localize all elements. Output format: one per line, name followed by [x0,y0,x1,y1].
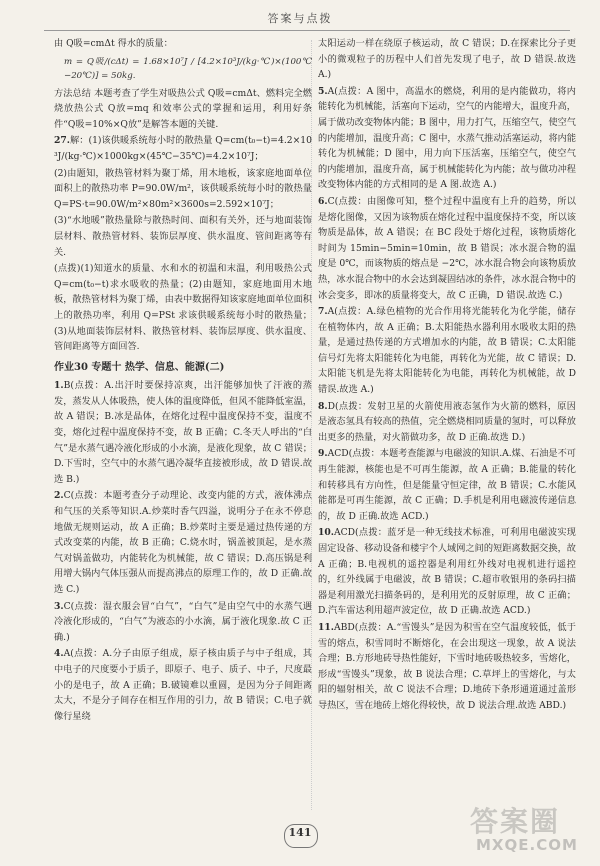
answer-27 [54,133,312,164]
answer-text: A(点拨：A.绿色植物的光合作用将光能转化为化学能，储存在植物体内，故 A 正确；B.太阳能热水器利用水吸收太阳的热量，是通过热传递的方式增加水的内能，故 B 错误；C.太阳能信号灯先将太阳能转化为电能，再转化为光能，故 C 错误；D.太阳能飞机是先将太阳能转化为电能，再转化为机械能，故 D 错误.故选 A.) [318,306,576,396]
answer-text: ABD(点拨：A.“雪馒头”是因为积雪在空气温度较低，低于雪的熔点，积雪同时不断熔化，在会出现这一现象，故 A 说法合理；B.方形地砖导热性能好，下雪时地砖吸热较多，雪熔化，形成“雪馒头”现象，故 B 说法合理；C.草坪上的雪熔化，与太阳的辐射相关，故 C 说法不合理；D.地砖下条形通道通过盖形导热区，雪在地砖上熔化得较快，故 D 说法合理.故选 ABD.) [318,621,576,711]
left-column [54,36,312,816]
question-number: 4. [54,648,64,660]
answer-text: A(点拨：A 图中，高温水的燃烧，利用的是内能做功，将内能转化为机械能，活塞向下运动，空气的内能增大，温度升高，属于做功改变物体内能；B 图中，用力打气，压缩空气，使空气的内能增加，温度升高；C 图中，水蒸气推动活塞运动，将内能转化为机械能；D 图中，用力向下压活塞，压缩空气，使空气的内能增加，温度升高，属于机械能转化为内能；故与做功冲程改变物体内能的方式相同的是 A 图.故选 A.) [318,85,576,191]
answer-text: C(点拨：由图像可知，整个过程中温度有上升的趋势，所以是熔化图像，又因为该物质在熔化过程中温度保持不变，所以该物质是晶体，故 A 错误；在 BC 段处于熔化过程，该物质熔化时间为 15min−5min=10min，故 B 错误；冰水混合物的温度是 0℃，而该物质的熔点是 −2℃，冰水混合物会向该物质放热，冰水混合物中的水会达到凝固结冰的条件，冰水混合物中的冰会变多，即冰的质量将变大，故 C 正确，D 错误.故选 C.) [318,195,576,301]
answer-10 [318,525,576,619]
watermark-url: MXQE.COM [476,836,578,854]
answer-6 [318,194,576,303]
question-number: 7. [318,306,328,318]
watermark-logo [470,800,590,860]
answer-9 [318,446,576,524]
page-header [0,0,600,34]
answer-8 [318,399,576,446]
paragraph: 太阳运动一样在绕原子核运动，故 C 错误；D.在探索比分子更小的微观粒子的历程中人们首先发现了电子，故 D 错误.故选 A.) [318,38,576,81]
question-number: 27. [54,135,70,147]
right-column [318,36,576,816]
question-number: 10. [318,527,334,539]
answer-text: C(点拨：本题考查分子动理论、改变内能的方式，液体沸点和气压的关系等知识.A.炒菜时香气四溢，说明分子在永不停息地做无规则运动，故 A 正确；B.炒菜时主要是通过热传递的方式改变菜的内能，故 B 正确；C.烧水时，锅盖被顶起，是水蒸气对锅盖做功，内能转化为机械能，故 C 错误；D.高压锅是利用增大锅内气体压强从而提高沸点的原理工作的，故 D 正确.故选 C.) [54,490,312,595]
answer-11 [318,620,576,714]
section-heading: 作业30 专题十 热学、信息、能源(二) [54,361,225,373]
answer-text: D(点拨：发射卫星的火箭使用液态氢作为火箭的燃料，原因是液态氢具有较高的热值，完全燃烧相同质量的氢时，可以释放出更多的热量，对火箭做功多，故 D 正确.故选 D.) [318,400,576,443]
answer-4 [54,646,312,724]
paragraph: (点拨)(1)知道水的质量、水和水的初温和末温，利用吸热公式 Q=cm(t₀−t)求水吸收的热量；(2)由题知，家庭地面用木地板，散热管材料为聚丁烯，由表中数据得知该家庭地面单位面积上的散热功率，利用 Q=PSt 求该供暖系统每小时的散热量；(3)从地面装饰层材料、散热管材料、装饰层厚度、供水温度、管间距离等方面回答. [54,263,312,353]
paragraph: (2)由题知，散热管材料为聚丁烯，用木地板，该家庭地面单位面积上的散热功率 P=90.0W/m²，该供暖系统每小时的散热量 Q=PS·t=90.0W/m²×80m²×3600s=2.592×10⁷J； [54,167,312,210]
answer-2 [54,488,312,597]
header-rule [44,30,570,31]
answer-1 [54,378,312,487]
question-number: 1. [54,380,64,392]
formula: m = Q吸/(cΔt) = 1.68×10⁷J / [4.2×10³J/(kg·℃)×(100℃−20℃)] = 50kg. [64,56,312,81]
answer-5 [318,84,576,193]
paragraph: (3)“水地暖”散热量除与散热时间、面积有关外，还与地面装饰层材料、散热管材料、装饰层厚度、供水温度、管间距离等有关. [54,215,312,258]
answer-text: ACD(点拨：本题考查能源与电磁波的知识.A.煤、石油是不可再生能源，核能也是不可再生能源，故 A 正确；B.能量的转化和转移具有方向性，但是能量守恒定律，故 B 错误；C.水能风能都是可再生能源，故 C 正确；D.手机是利用电磁波传递信息的，故 D 正确.故选 ACD.) [318,448,576,522]
answer-text: 解：(1)该供暖系统每小时的散热量 Q=cm(t₀−t)=4.2×10³J/(kg·℃)×1000kg×(45℃−35℃)=4.2×10⁷J； [54,135,312,162]
question-number: 2. [54,490,64,502]
paragraph: 由 Q吸=cmΔt 得水的质量： [54,38,173,49]
answer-3 [54,599,312,646]
question-number: 5. [318,85,328,97]
header-title: 答案与点拨 [267,12,333,25]
paragraph: 方法总结 本题考查了学生对吸热公式 Q吸=cmΔt、燃料完全燃烧放热公式 Q放=mq 和效率公式的掌握和运用，利用好条件“Q吸=10%×Q放”是解答本题的关键. [54,87,312,130]
answer-7 [318,304,576,398]
question-number: 3. [54,600,64,612]
watermark-text: 答案圈 [470,805,561,838]
answer-text: A(点拨：A.分子由原子组成，原子核由质子与中子组成，其中电子的尺度要小于质子，即原子、电子、质子、中子，尺度最小的是电子，故 A 正确；B.破镜难以重圆，是因为分子间距离太大，不是分子间存在相互作用的引力，故 B 错误；C.电子就像行星绕 [54,648,312,722]
answer-text: C(点拨：湿衣服会冒“白气”，“白气”是由空气中的水蒸气遇冷液化形成的，“白气”为液态的小水滴，属于液化现象.故 C 正确.) [54,600,312,643]
question-number: 6. [318,195,328,207]
page-number: 141 [280,826,320,846]
answer-text: ACD(点拨：蓝牙是一种无线技术标准，可利用电磁波实现固定设备、移动设备和楼宇个人域网之间的短距离数据交换，故 A 正确；B.电视机的遥控器是利用红外线对电视机进行遥控的，红外线属于电磁波，故 B 错误；C.超市收银用的条码扫描器是利用激光扫描条码的，是利用光的反射原理，故 C 正确；D.汽车雷达利用超声波定位，故 D 正确.故选 ACD.) [318,527,576,617]
question-number: 8. [318,400,328,412]
answer-text: B(点拨：A.出汗时要保持凉爽，出汗能够加快了汗液的蒸发，蒸发从人体吸热，使人体的温度降低，但风不能降低室温，故 A 错误；B.冰是晶体，在熔化过程中温度保持不变，温度不变，熔化过程中温度保持不变，故 B 正确；C.冬天人呼出的“白气”是水蒸气遇冷液化形成的小水滴，是液化现象，故 C 错误；D.下雪时，空气中的水蒸气遇冷凝华直接被形成，故 D 错误.故选 B.) [54,380,312,485]
question-number: 11. [318,621,334,633]
question-number: 9. [318,448,328,460]
